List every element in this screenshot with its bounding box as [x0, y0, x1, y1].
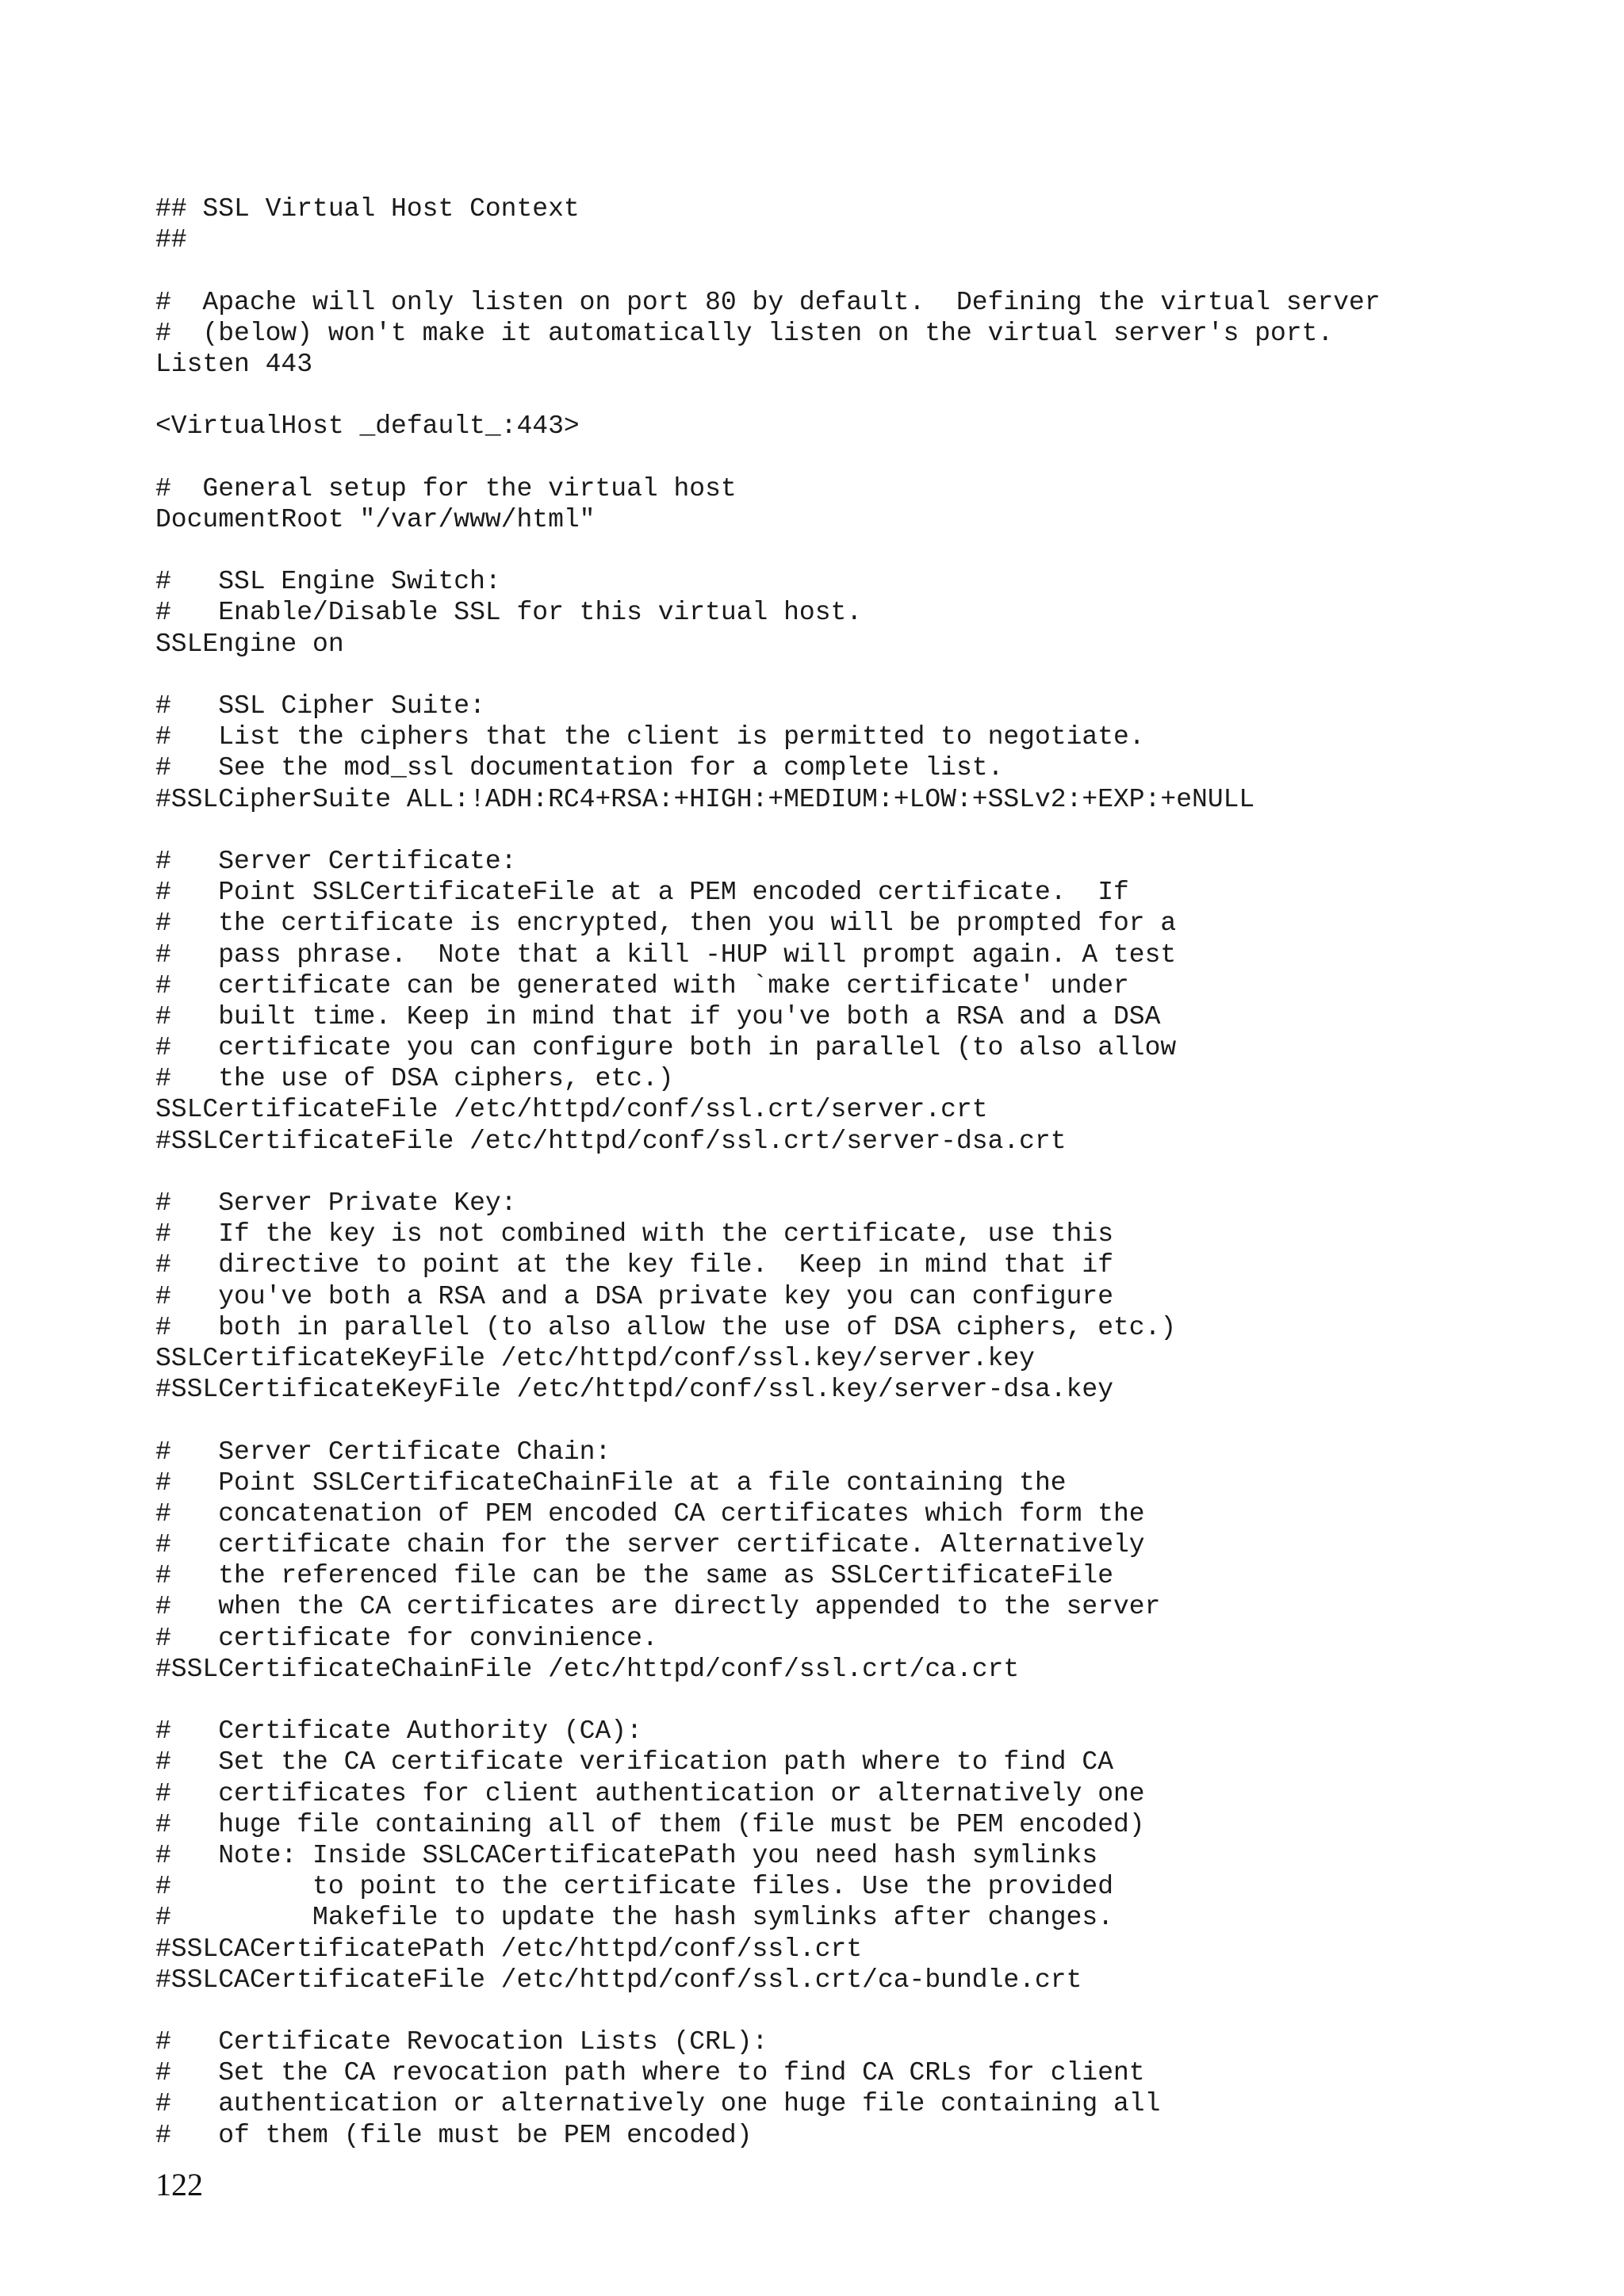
code-line: SSLEngine on [155, 629, 344, 659]
code-line: # directive to point at the key file. Keep in mind that if [155, 1250, 1113, 1280]
code-line: #SSLCACertificateFile /etc/httpd/conf/ssl.crt/ca-bundle.crt [155, 1965, 1082, 1995]
blank-line [155, 535, 1381, 566]
blank-line [155, 815, 1381, 846]
code-line: # certificate can be generated with `make certificate' under [155, 970, 1129, 1001]
blank-line [155, 380, 1381, 411]
code-line: # the referenced file can be the same as SSLCertificateFile [155, 1561, 1113, 1591]
code-line: # Apache will only listen on port 80 by default. Defining the virtual server [155, 287, 1381, 317]
code-line: # Server Certificate: [155, 846, 517, 876]
code-line: #SSLCACertificatePath /etc/httpd/conf/ssl.crt [155, 1934, 863, 1964]
code-line: # General setup for the virtual host [155, 473, 737, 503]
code-line: <VirtualHost _default_:443> [155, 411, 580, 442]
code-line: # the certificate is encrypted, then you will be prompted for a [155, 909, 1177, 939]
blank-line [155, 1157, 1381, 1188]
code-line: SSLCertificateKeyFile /etc/httpd/conf/ssl.key/server.key [155, 1343, 1035, 1373]
page-number: 122 [155, 2167, 203, 2202]
blank-line [155, 255, 1381, 286]
code-line: # Set the CA certificate verification path where to find CA [155, 1747, 1113, 1777]
code-line: # the use of DSA ciphers, etc.) [155, 1064, 674, 1094]
code-line: # certificates for client authentication or alternatively one [155, 1778, 1145, 1808]
code-line: DocumentRoot "/var/www/html" [155, 504, 596, 534]
code-line: # certificate for convinience. [155, 1623, 658, 1653]
code-line: # authentication or alternatively one huge file containing all [155, 2089, 1161, 2119]
code-line: # (below) won't make it automatically listen on the virtual server's port. [155, 318, 1334, 348]
code-line: # Enable/Disable SSL for this virtual host. [155, 598, 863, 628]
blank-line [155, 660, 1381, 691]
code-line: #SSLCertificateFile /etc/httpd/conf/ssl.crt/server-dsa.crt [155, 1126, 1067, 1156]
code-line: # you've both a RSA and a DSA private key you can configure [155, 1281, 1113, 1311]
code-line: # SSL Cipher Suite: [155, 691, 485, 721]
code-line: #SSLCertificateChainFile /etc/httpd/conf/ssl.crt/ca.crt [155, 1654, 1020, 1684]
code-line: # Server Private Key: [155, 1188, 517, 1218]
code-line: # Set the CA revocation path where to find CA CRLs for client [155, 2058, 1145, 2088]
code-line: #SSLCipherSuite ALL:!ADH:RC4+RSA:+HIGH:+MEDIUM:+LOW:+SSLv2:+EXP:+eNULL [155, 784, 1255, 814]
code-line: Listen 443 [155, 349, 313, 379]
code-line: # Certificate Revocation Lists (CRL): [155, 2027, 768, 2057]
code-line: SSLCertificateFile /etc/httpd/conf/ssl.crt/server.crt [155, 1095, 988, 1125]
code-line: # Server Certificate Chain: [155, 1437, 611, 1467]
code-line: # Note: Inside SSLCACertificatePath you need hash symlinks [155, 1840, 1098, 1870]
blank-line [155, 1405, 1381, 1436]
code-line: # huge file containing all of them (file must be PEM encoded) [155, 1809, 1145, 1839]
code-line: # pass phrase. Note that a kill -HUP will prompt again. A test [155, 939, 1177, 970]
code-line: # Point SSLCertificateChainFile at a file containing the [155, 1468, 1067, 1498]
code-line: # certificate you can configure both in parallel (to also allow [155, 1033, 1177, 1063]
code-line: # of them (file must be PEM encoded) [155, 2120, 753, 2150]
code-line: # to point to the certificate files. Use the provided [155, 1872, 1113, 1902]
code-line: # See the mod_ssl documentation for a complete list. [155, 753, 1004, 783]
code-line: # If the key is not combined with the certificate, use this [155, 1219, 1113, 1249]
code-line: # built time. Keep in mind that if you've both a RSA and a DSA [155, 1001, 1161, 1031]
code-line: ## SSL Virtual Host Context [155, 194, 580, 224]
code-line: # List the ciphers that the client is permitted to negotiate. [155, 722, 1145, 752]
code-line: ## [155, 225, 187, 255]
code-line: # concatenation of PEM encoded CA certificates which form the [155, 1498, 1145, 1529]
blank-line [155, 1996, 1381, 2026]
code-line: # certificate chain for the server certificate. Alternatively [155, 1530, 1145, 1560]
code-line: # when the CA certificates are directly appended to the server [155, 1592, 1161, 1622]
config-code-block [155, 193, 1381, 2151]
blank-line [155, 442, 1381, 473]
code-line: # Point SSLCertificateFile at a PEM encoded certificate. If [155, 878, 1129, 908]
code-line: # Certificate Authority (CA): [155, 1716, 642, 1747]
code-line: # both in parallel (to also allow the use of DSA ciphers, etc.) [155, 1312, 1177, 1342]
blank-line [155, 1685, 1381, 1716]
code-line: # Makefile to update the hash symlinks after changes. [155, 1903, 1113, 1933]
code-line: # SSL Engine Switch: [155, 567, 501, 597]
code-line: #SSLCertificateKeyFile /etc/httpd/conf/ssl.key/server-dsa.key [155, 1375, 1113, 1405]
